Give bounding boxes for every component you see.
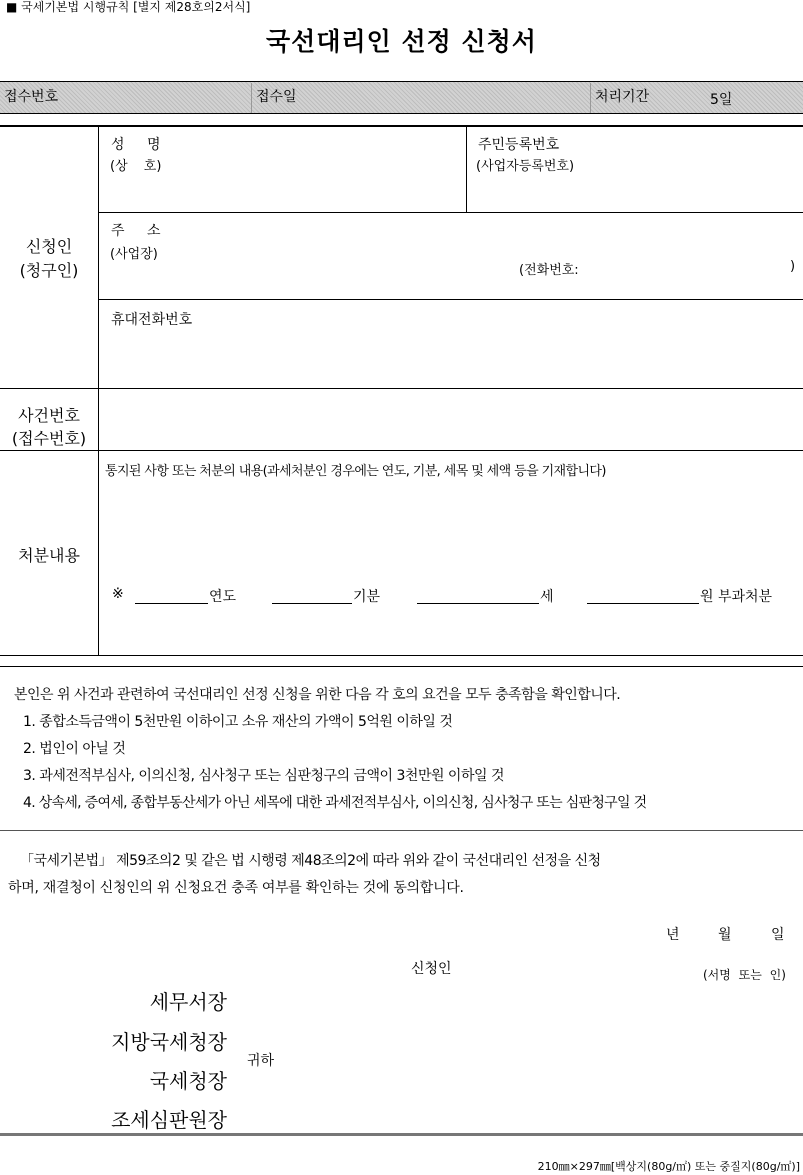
recipient-regional-tax-office: 지방국세청장 <box>111 1030 227 1054</box>
phone-close: ) <box>790 259 796 274</box>
disposition-label: 처분내용 <box>18 546 80 565</box>
signature-note: (서명 또는 인) <box>703 968 786 982</box>
receipt-number-label: 접수번호 <box>4 89 59 105</box>
phone-label: (전화번호: <box>519 263 579 278</box>
disposition-description: 통지된 사항 또는 처분의 내용(과세처분인 경우에는 연도, 기분, 세목 및 세액 등을 기재합니다) <box>105 464 606 479</box>
year-label: 연도 <box>209 589 237 605</box>
form-reference: ■ 국세기본법 시행규칙 [별지 제28호의2서식] <box>6 0 251 14</box>
recipient-tax-office: 세무서장 <box>149 990 227 1014</box>
date-year: 년 <box>666 927 680 943</box>
address-sublabel: (사업장) <box>110 247 158 262</box>
case-number-label: 사건번호 <box>18 406 80 425</box>
processing-period-label: 처리기간 <box>595 89 650 105</box>
paper-spec: 210㎜×297㎜[백상지(80g/㎡) 또는 중질지(80g/㎡)] <box>537 1160 800 1173</box>
name-sublabel: (상 호) <box>110 159 162 174</box>
tax-item-label: 세 <box>540 589 554 605</box>
date-day: 일 <box>771 927 785 943</box>
address-label: 주 소 <box>111 223 161 239</box>
applicant-section-sublabel: (청구인) <box>19 261 79 280</box>
processing-period-value: 5일 <box>710 92 733 108</box>
id-number-label: 주민등록번호 <box>478 137 560 153</box>
mobile-label: 휴대전화번호 <box>111 312 193 328</box>
requirement-1: 1. 종합소득금액이 5천만원 이하이고 소유 재산의 가액이 5억원 이하일 것 <box>23 714 453 730</box>
date-month: 월 <box>718 927 732 943</box>
applicant-section-label: 신청인 <box>25 237 73 256</box>
name-label: 성 명 <box>111 137 161 153</box>
confirmation-intro: 본인은 위 사건과 관련하여 국선대리인 선정 신청을 위한 다음 각 호의 요건을 모두 충족함을 확인합니다. <box>14 687 621 703</box>
note-mark: ※ <box>112 586 124 602</box>
honorific: 귀하 <box>247 1053 275 1069</box>
form-title: 국선대리인 선정 신청서 <box>266 27 537 56</box>
requirement-3: 3. 과세전적부심사, 이의신청, 심사청구 또는 심판청구의 금액이 3천만원 이하일 것 <box>23 768 504 784</box>
case-number-sublabel: (접수번호) <box>11 429 87 448</box>
tax-amount-label: 원 부과처분 <box>700 589 773 605</box>
receipt-date-label: 접수일 <box>256 89 297 105</box>
requirement-2: 2. 법인이 아닐 것 <box>23 741 126 757</box>
requirement-4: 4. 상속세, 증여세, 종합부동산세가 아닌 세목에 대한 과세전적부심사, 이의신청, 심사청구 또는 심판청구일 것 <box>23 795 647 811</box>
receipt-bar <box>0 82 803 113</box>
statement-line-1: 「국세기본법」 제59조의2 및 같은 법 시행령 제48조의2에 따라 위와 같이 국선대리인 선정을 신청 <box>20 853 601 869</box>
statement-line-2: 하며, 재결청이 신청인의 위 신청요건 충족 여부를 확인하는 것에 동의합니다. <box>8 880 464 896</box>
id-number-sublabel: (사업자등록번호) <box>476 159 575 174</box>
period-label: 기분 <box>353 589 381 605</box>
recipient-tax-tribunal: 조세심판원장 <box>111 1108 227 1132</box>
signature-applicant-label: 신청인 <box>411 961 452 977</box>
recipient-national-tax-service: 국세청장 <box>149 1069 227 1093</box>
